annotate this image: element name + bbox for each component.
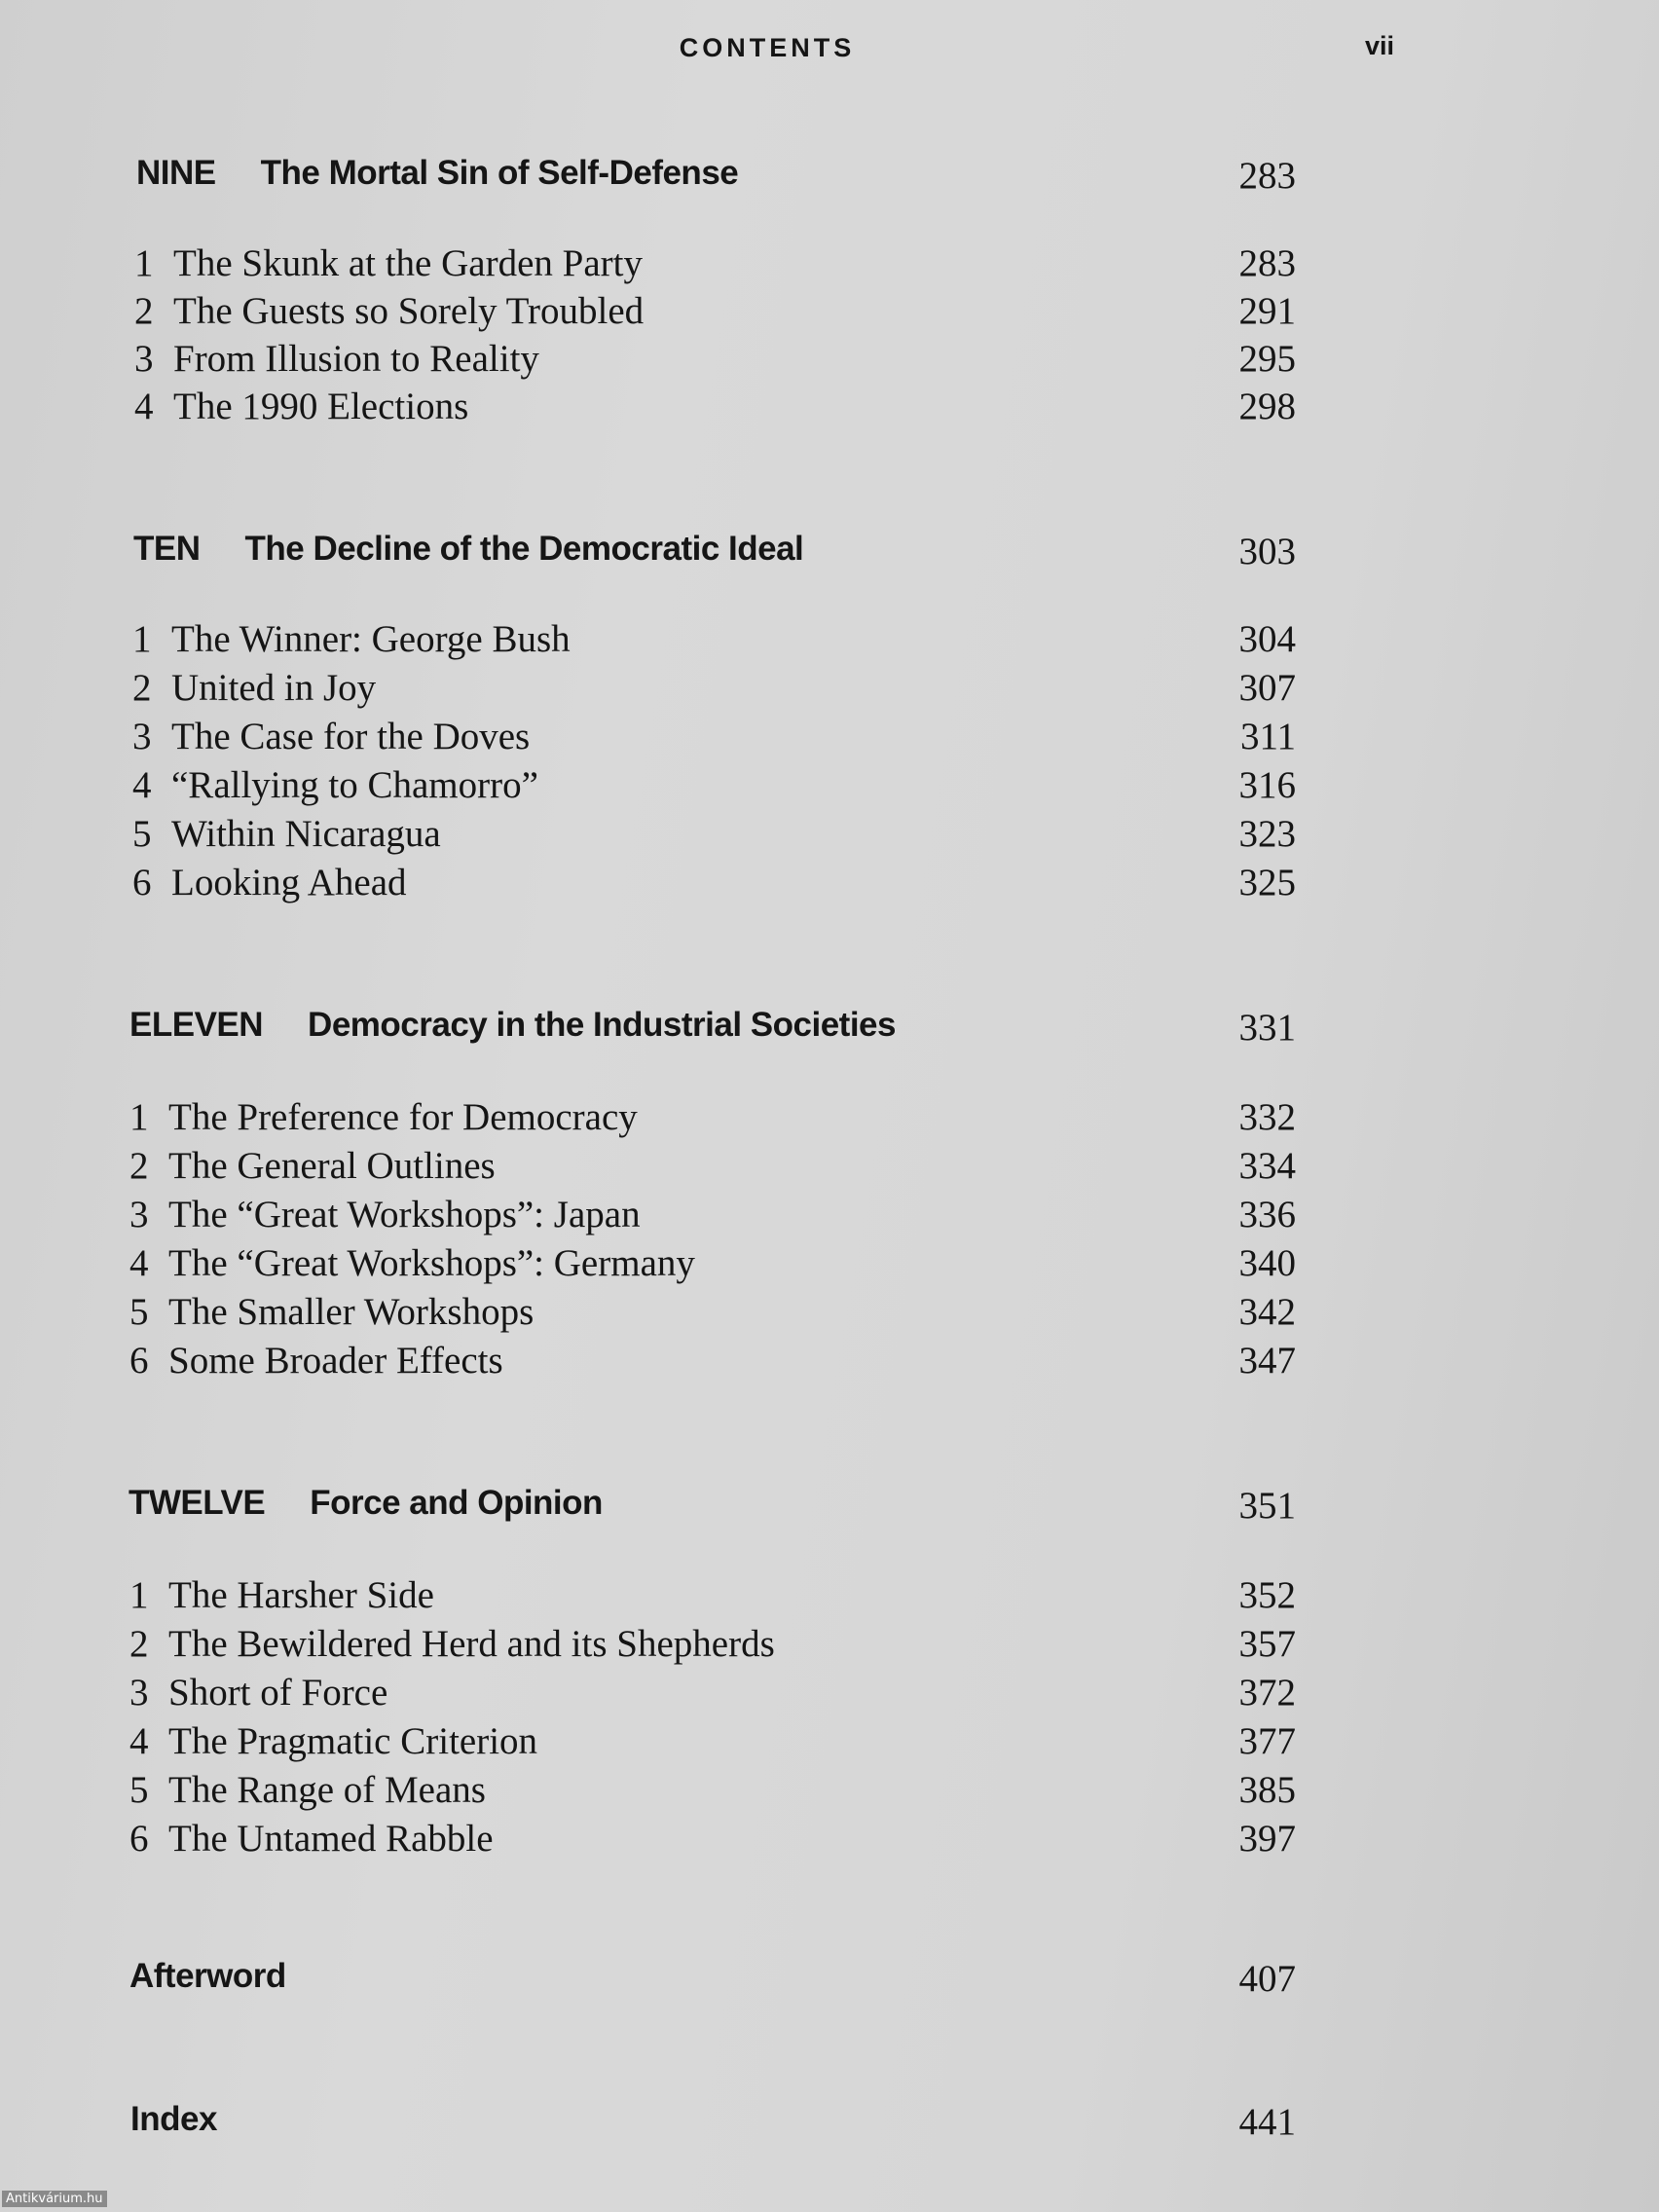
section-number: 5: [129, 1769, 149, 1811]
section-title: The Guests so Sorely Troubled: [173, 290, 645, 332]
section-number: 4: [129, 1242, 149, 1284]
toc-afterword: [0, 1957, 1659, 2006]
chapter-page: 303: [1238, 531, 1296, 572]
toc-index: [0, 2100, 1659, 2149]
section-page: 397: [1238, 1818, 1296, 1860]
toc-entry: [0, 1768, 1659, 1817]
page-number: vii: [1365, 31, 1395, 60]
section-number: 2: [134, 290, 154, 332]
section-number: 3: [132, 716, 152, 757]
chapter-label: TWELVE: [129, 1484, 266, 1522]
section-number: 2: [129, 1623, 149, 1665]
section-number: 5: [129, 1291, 149, 1333]
chapter-title: The Mortal Sin of Self-Defense: [260, 154, 739, 192]
chapter-label: TEN: [133, 530, 201, 568]
chapter-heading-eleven: [0, 1006, 1659, 1054]
chapter-heading-nine: [0, 154, 1659, 203]
section-page: 311: [1239, 716, 1296, 757]
section-page: 332: [1238, 1096, 1296, 1138]
toc-entry: [0, 1144, 1659, 1193]
toc-entry: [0, 1719, 1659, 1768]
section-number: 3: [129, 1194, 149, 1235]
section-title: Within Nicaragua: [171, 813, 441, 855]
section-page: 342: [1238, 1291, 1296, 1333]
section-number: 4: [132, 764, 152, 806]
chapter-page: 331: [1238, 1007, 1296, 1049]
chapter-title: Force and Opinion: [310, 1484, 603, 1522]
section-page: 304: [1238, 618, 1296, 660]
section-page: 323: [1238, 813, 1296, 855]
toc-entry: [0, 763, 1659, 812]
chapter-heading-twelve: [0, 1484, 1659, 1532]
section-title: “Rallying to Chamorro”: [171, 764, 538, 806]
section-number: 1: [129, 1574, 149, 1616]
section-page: 340: [1238, 1242, 1296, 1284]
toc-entry: [0, 1622, 1659, 1671]
section-number: 1: [134, 242, 154, 284]
running-head: CONTENTS: [679, 33, 856, 62]
toc-entry: [0, 1817, 1659, 1865]
section-title: The General Outlines: [168, 1145, 496, 1187]
section-title: Short of Force: [168, 1672, 388, 1714]
section-title: The Smaller Workshops: [168, 1291, 535, 1333]
section-title: Looking Ahead: [171, 862, 407, 903]
section-title: Some Broader Effects: [168, 1340, 503, 1382]
section-page: 325: [1238, 862, 1296, 903]
section-page: 334: [1238, 1145, 1296, 1187]
chapter-page: 351: [1238, 1485, 1296, 1527]
section-page: 372: [1238, 1672, 1296, 1714]
section-title: The Harsher Side: [168, 1574, 434, 1616]
back-matter-title: Afterword: [129, 1957, 286, 1995]
toc-entry: [0, 337, 1659, 386]
section-title: The Skunk at the Garden Party: [173, 242, 643, 284]
section-page: 385: [1238, 1769, 1296, 1811]
toc-entry: [0, 1573, 1659, 1622]
toc-entry: [0, 241, 1659, 290]
section-number: 4: [134, 386, 154, 427]
section-number: 3: [134, 338, 154, 380]
section-page: 291: [1238, 290, 1296, 332]
section-title: The Bewildered Herd and its Shepherds: [168, 1623, 775, 1665]
section-number: 5: [132, 813, 152, 855]
section-page: 307: [1238, 667, 1296, 709]
back-matter-title: Index: [130, 2100, 217, 2138]
section-title: United in Joy: [171, 667, 377, 709]
section-title: The Preference for Democracy: [168, 1096, 638, 1138]
toc-entry: [0, 289, 1659, 338]
toc-entry: [0, 1241, 1659, 1290]
toc-entry: [0, 385, 1659, 433]
section-number: 6: [132, 862, 152, 903]
toc-entry: [0, 1095, 1659, 1144]
toc-entry: [0, 861, 1659, 909]
chapter-title: The Decline of the Democratic Ideal: [244, 530, 804, 568]
section-page: 295: [1238, 338, 1296, 380]
section-number: 1: [129, 1096, 149, 1138]
toc-entry: [0, 812, 1659, 861]
section-title: The “Great Workshops”: Japan: [168, 1194, 641, 1235]
section-page: 347: [1238, 1340, 1296, 1382]
back-matter-page: 407: [1238, 1958, 1296, 2000]
section-title: The Untamed Rabble: [168, 1818, 494, 1860]
chapter-page: 283: [1238, 155, 1296, 197]
toc-entry: [0, 1290, 1659, 1339]
section-number: 4: [129, 1720, 149, 1762]
section-title: From Illusion to Reality: [173, 338, 539, 380]
chapter-title: Democracy in the Industrial Societies: [308, 1006, 896, 1044]
toc-entry: [0, 1339, 1659, 1387]
section-title: The “Great Workshops”: Germany: [168, 1242, 695, 1284]
section-page: 316: [1238, 764, 1296, 806]
section-number: 1: [132, 618, 152, 660]
toc-entry: [0, 1671, 1659, 1719]
section-page: 283: [1238, 242, 1296, 284]
chapter-heading-ten: [0, 530, 1659, 578]
chapter-label: NINE: [136, 154, 216, 192]
watermark: Antikvárium.hu: [2, 2191, 107, 2207]
section-title: The Winner: George Bush: [171, 618, 571, 660]
section-number: 6: [129, 1340, 149, 1382]
section-number: 6: [129, 1818, 149, 1860]
toc-entry: [0, 1193, 1659, 1241]
section-number: 2: [129, 1145, 149, 1187]
toc-entry: [0, 715, 1659, 763]
section-page: 336: [1238, 1194, 1296, 1235]
chapter-label: ELEVEN: [129, 1006, 264, 1044]
section-number: 3: [129, 1672, 149, 1714]
section-page: 377: [1238, 1720, 1296, 1762]
section-title: The Case for the Doves: [171, 716, 531, 757]
section-title: The 1990 Elections: [173, 386, 469, 427]
toc-entry: [0, 666, 1659, 715]
section-page: 298: [1238, 386, 1296, 427]
toc-entry: [0, 617, 1659, 666]
section-page: 357: [1238, 1623, 1296, 1665]
section-number: 2: [132, 667, 152, 709]
section-title: The Range of Means: [168, 1769, 486, 1811]
section-page: 352: [1238, 1574, 1296, 1616]
back-matter-page: 441: [1238, 2101, 1296, 2143]
section-title: The Pragmatic Criterion: [168, 1720, 538, 1762]
